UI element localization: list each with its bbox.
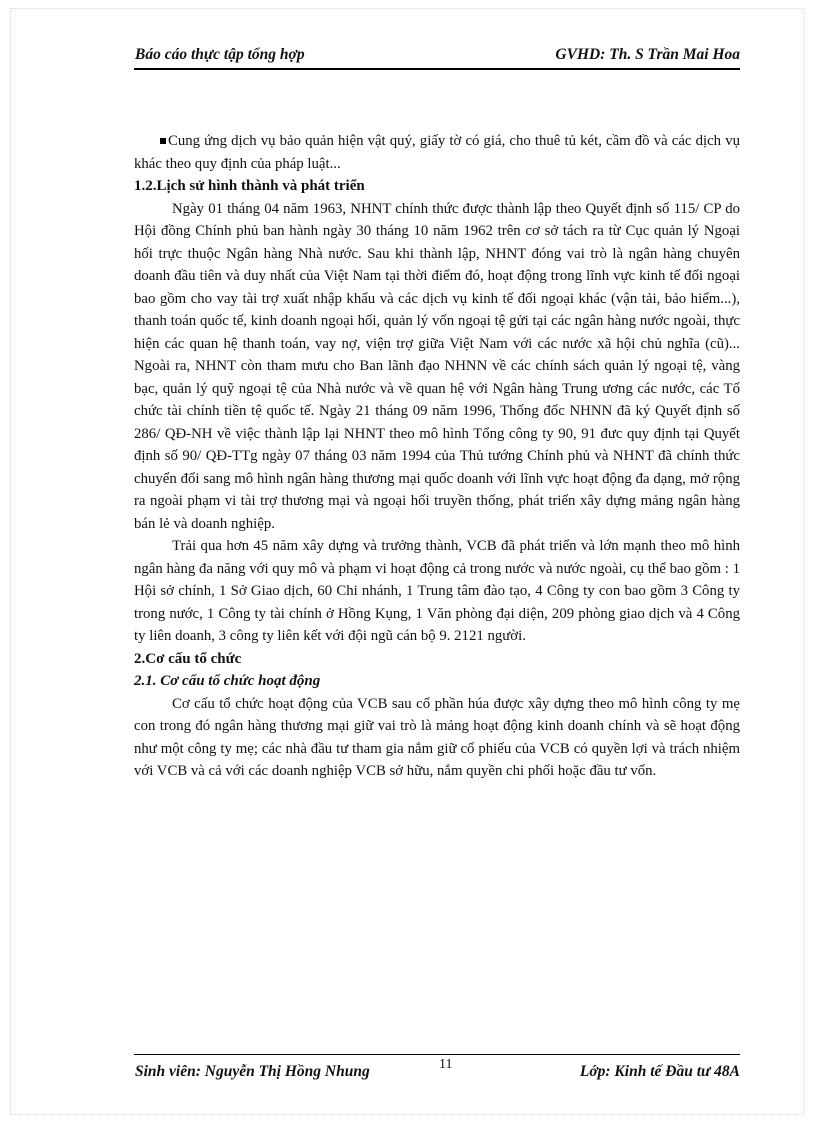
paragraph-structure: Cơ cấu tổ chức hoạt động của VCB sau cổ phần húa được xây dựng theo mô hình công ty mẹ con trong đó ngân hàng thương mại giữ vai trò là mảng hoạt động kinh doanh chính và sẽ hoạt động như một công ty mẹ; các nhà đầu tư tham gia nắm giữ cổ phiếu của VCB có quyền lợi và trách nhiệm với VCB và cả với các doanh nghiệp VCB sở hữu, nắm quyền chi phối hoặc đầu tư vốn.	[134, 695, 740, 779]
page-number: 11	[439, 1057, 453, 1072]
heading-history: 1.2.Lịch sử hình thành và phát triển	[134, 178, 365, 194]
bullet-item	[134, 130, 740, 175]
square-bullet-icon	[160, 138, 166, 144]
bullet-text: Cung ứng dịch vụ bảo quản hiện vật quý, giấy tờ có giá, cho thuê tủ két, cầm đồ và các dịch vụ khác theo quy định của pháp luật...	[134, 133, 740, 172]
paragraph-growth: Trải qua hơn 45 năm xây dựng và trưởng thành, VCB đã phát triển và lớn mạnh theo mô hình ngân hàng đa năng với quy mô và phạm vi hoạt động cả trong nước và nước ngoài, cụ thể bao gồm : 1 Hội sở chính, 1 Sở Giao dịch, 60 Chi nhánh, 1 Trung tâm đào tạo, 4 Công ty con bao gồm 3 Công ty trong nước, 1 Công ty tài chính ở Hồng Kụng, 1 Văn phòng đại diện, 209 phòng giao dịch và 4 Công ty liên doanh, 3 công ty liên kết với đội ngũ cán bộ 9. 2121 người.	[134, 538, 740, 644]
heading-organization: 2.Cơ cấu tổ chức	[134, 650, 242, 667]
subheading-operations-structure: 2.1. Cơ cấu tổ chức hoạt động	[134, 673, 321, 689]
page-header	[134, 44, 740, 70]
page-footer	[134, 1054, 740, 1085]
paragraph-history: Ngày 01 tháng 04 năm 1963, NHNT chính thức được thành lập theo Quyết định số 115/ CP do Hội đồng Chính phủ ban hành ngày 30 tháng 10 năm 1962 trên cơ sở tách ra từ Cục quản lý Ngoại hối trực thuộc Ngân hàng Nhà nước. Sau khi thành lập, NHNT đóng vai trò là ngân hàng chuyên doanh đầu tiên và duy nhất của Việt Nam tại thời điểm đó, hoạt động trong lĩnh vực kinh tế đối ngoại bao gồm cho vay tài trợ xuất nhập khẩu và các dịch vụ kinh tế đối ngoại khác (vận tải, bảo hiểm...), thanh toán quốc tế, kinh doanh ngoại hối, quản lý vốn ngoại tệ gửi tại các ngân hàng nước ngoài, thực hiện các quan hệ thanh toán, vay nợ, viện trợ giữa Việt Nam với các nước xã hội chủ nghĩa (cũ)... Ngoài ra, NHNT còn tham mưu cho Ban lãnh đạo NHNN về các chính sách quản lý ngoại tệ, vàng bạc, quản lý quỹ ngoại tệ của Nhà nước và về quan hệ với Ngân hàng Trung ương các nước, các Tổ chức tài chính tiền tệ quốc tế. Ngày 21 tháng 09 năm 1996, Thống đốc NHNN đã ký Quyết định số 286/ QĐ-NH về việc thành lập lại NHNT theo mô hình Tổng công ty 90, 91 đưc quy định tại Quyết định số 90/ QĐ-TTg ngày 07 tháng 03 năm 1994 của Thủ tướng Chính phủ và NHNT đã chính thức chuyển đổi sang mô hình ngân hàng thương mại quốc doanh với lĩnh vực hoạt động đa dạng, mở rộng ra ngoài phạm vi tài trợ thương mại và ngoại hối truyền thống, phát triển xây dựng mảng ngân hàng bán lẻ và doanh nghiệp.	[134, 200, 740, 532]
footer-student: Sinh viên: Nguyễn Thị Hồng Nhung	[135, 1063, 370, 1080]
footer-class: Lớp: Kinh tế Đầu tư 48A	[579, 1063, 740, 1080]
header-report-title: Báo cáo thực tập tổng hợp	[135, 46, 305, 63]
page-body	[134, 130, 740, 783]
header-supervisor: GVHD: Th. S Trần Mai Hoa	[555, 46, 740, 63]
